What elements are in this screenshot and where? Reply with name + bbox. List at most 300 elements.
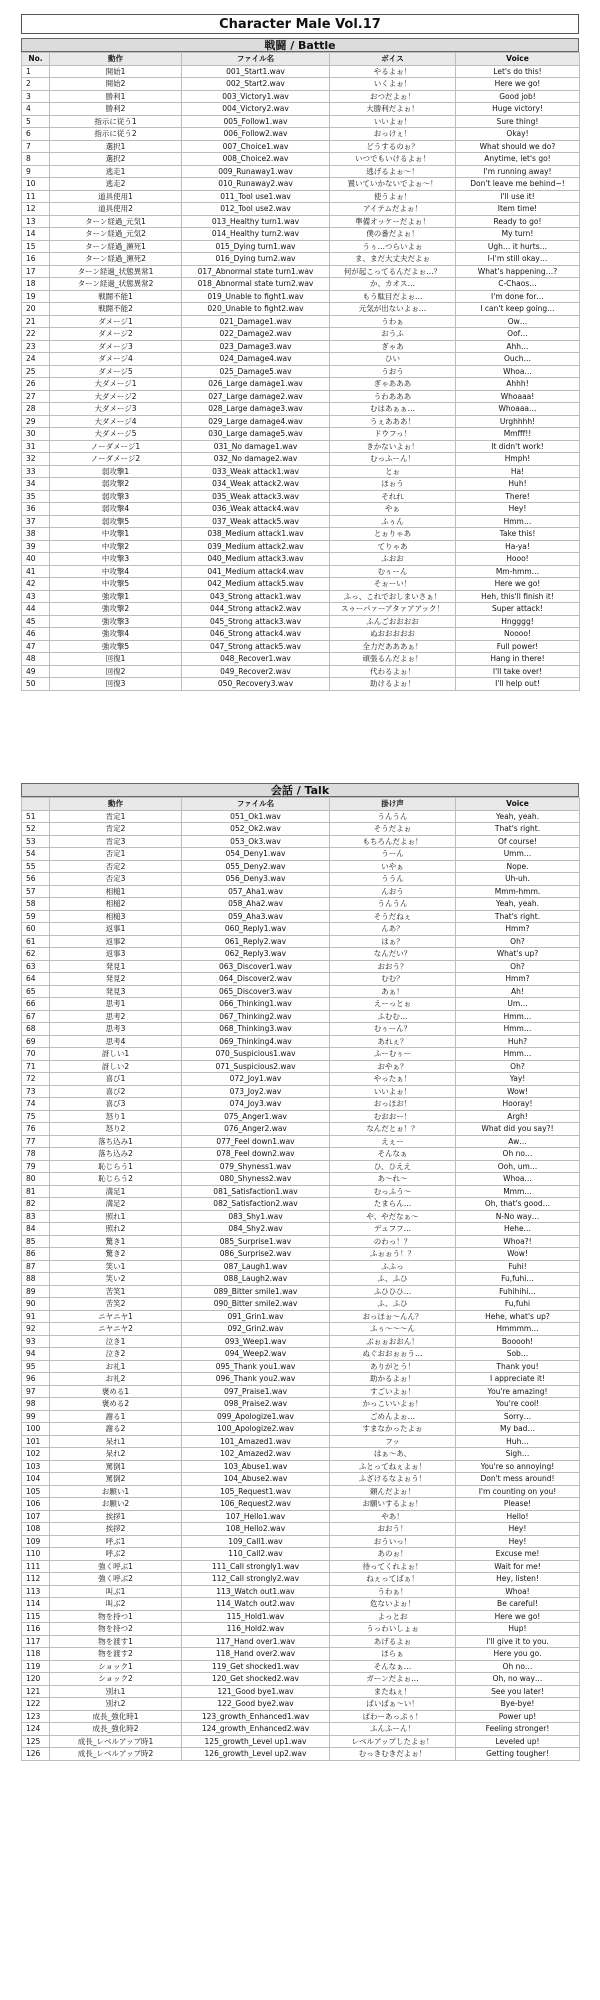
- cell-no: 84: [22, 1223, 50, 1236]
- table-row: [22, 810, 580, 823]
- cell-action: 喜び3: [50, 1098, 182, 1111]
- table-row: [22, 860, 580, 873]
- cell-no: 35: [22, 490, 50, 503]
- cell-action: 泣き2: [50, 1348, 182, 1361]
- cell-filename: 044_Strong attack2.wav: [182, 603, 330, 616]
- cell-action: 道具使用2: [50, 203, 182, 216]
- cell-filename: 013_Healthy turn1.wav: [182, 215, 330, 228]
- cell-voice-jp: なんだい？: [330, 948, 456, 961]
- cell-filename: 080_Shyness2.wav: [182, 1173, 330, 1186]
- table-row: [22, 190, 580, 203]
- cell-voice-en: Ugh… it hurts…: [456, 240, 580, 253]
- table-row: [22, 578, 580, 591]
- cell-action: 叫ぶ1: [50, 1585, 182, 1598]
- battle-section: [21, 38, 579, 691]
- cell-no: 92: [22, 1323, 50, 1336]
- cell-action: お願い2: [50, 1498, 182, 1511]
- cell-voice-en: Please!: [456, 1498, 580, 1511]
- cell-no: 96: [22, 1373, 50, 1386]
- cell-voice-jp: むっふう～: [330, 1185, 456, 1198]
- cell-filename: 029_Large damage4.wav: [182, 415, 330, 428]
- cell-voice-jp: 何が起こってるんだよぉ…？: [330, 265, 456, 278]
- cell-action: 呆れ1: [50, 1435, 182, 1448]
- column-header-filename: ファイル名: [182, 53, 330, 66]
- cell-voice-en: I'm done for…: [456, 290, 580, 303]
- cell-no: 55: [22, 860, 50, 873]
- table-row: [22, 1023, 580, 1036]
- cell-no: 1: [22, 65, 50, 78]
- cell-voice-jp: たまらん…: [330, 1198, 456, 1211]
- cell-action: 成長_レベルアップ時1: [50, 1735, 182, 1748]
- cell-no: 118: [22, 1648, 50, 1661]
- cell-voice-jp: おやぁ？: [330, 1060, 456, 1073]
- cell-voice-en: Hmmmm…: [456, 1323, 580, 1336]
- cell-no: 73: [22, 1085, 50, 1098]
- cell-action: 戦闘不能1: [50, 290, 182, 303]
- cell-no: 16: [22, 253, 50, 266]
- cell-voice-jp: うわあああ: [330, 390, 456, 403]
- table-row: [22, 178, 580, 191]
- cell-no: 90: [22, 1298, 50, 1311]
- cell-filename: 107_Hello1.wav: [182, 1510, 330, 1523]
- column-header-action: 動作: [50, 798, 182, 811]
- cell-voice-en: Hey!: [456, 503, 580, 516]
- table-row: [22, 935, 580, 948]
- cell-voice-jp: いくよぉ！: [330, 78, 456, 91]
- cell-no: 37: [22, 515, 50, 528]
- cell-voice-en: That's right.: [456, 823, 580, 836]
- table-row: [22, 1235, 580, 1248]
- cell-no: 41: [22, 565, 50, 578]
- cell-filename: 105_Request1.wav: [182, 1485, 330, 1498]
- cell-voice-en: Whoaaa!: [456, 390, 580, 403]
- cell-voice-en: Oh, that's good…: [456, 1198, 580, 1211]
- cell-filename: 020_Unable to fight2.wav: [182, 303, 330, 316]
- cell-action: 思考3: [50, 1023, 182, 1036]
- table-row: [22, 923, 580, 936]
- cell-action: 弱攻撃5: [50, 515, 182, 528]
- cell-no: 17: [22, 265, 50, 278]
- cell-action: 怒り1: [50, 1110, 182, 1123]
- cell-voice-jp: レベルアップしたよぉ！: [330, 1735, 456, 1748]
- cell-filename: 124_growth_Enhanced2.wav: [182, 1723, 330, 1736]
- table-row: [22, 453, 580, 466]
- cell-voice-jp: うわぁ: [330, 315, 456, 328]
- cell-voice-en: Mmm…: [456, 1185, 580, 1198]
- cell-voice-jp: いやぁ: [330, 860, 456, 873]
- cell-filename: 065_Discover3.wav: [182, 985, 330, 998]
- cell-no: 83: [22, 1210, 50, 1223]
- cell-filename: 125_growth_Level up1.wav: [182, 1735, 330, 1748]
- cell-action: 発見2: [50, 973, 182, 986]
- column-header-action: 動作: [50, 53, 182, 66]
- cell-action: 指示に従う1: [50, 115, 182, 128]
- cell-action: 相槌3: [50, 910, 182, 923]
- cell-action: 訝しい1: [50, 1048, 182, 1061]
- cell-action: 物を持つ1: [50, 1610, 182, 1623]
- cell-filename: 120_Get shocked2.wav: [182, 1673, 330, 1686]
- cell-voice-jp: またねぇ！: [330, 1685, 456, 1698]
- cell-voice-jp: 準備オッケーだよぉ！: [330, 215, 456, 228]
- cell-filename: 114_Watch out2.wav: [182, 1598, 330, 1611]
- table-row: [22, 128, 580, 141]
- table-row: [22, 328, 580, 341]
- cell-action: 戦闘不能2: [50, 303, 182, 316]
- table-row: [22, 1510, 580, 1523]
- cell-filename: 091_Grin1.wav: [182, 1310, 330, 1323]
- cell-filename: 098_Praise2.wav: [182, 1398, 330, 1411]
- cell-action: 大ダメージ5: [50, 428, 182, 441]
- table-row: [22, 1623, 580, 1636]
- cell-action: ターン経過_瀕死2: [50, 253, 182, 266]
- cell-filename: 106_Request2.wav: [182, 1498, 330, 1511]
- cell-action: 道具使用1: [50, 190, 182, 203]
- cell-action: 発見1: [50, 960, 182, 973]
- cell-no: 122: [22, 1698, 50, 1711]
- cell-filename: 035_Weak attack3.wav: [182, 490, 330, 503]
- cell-no: 98: [22, 1398, 50, 1411]
- cell-filename: 007_Choice1.wav: [182, 140, 330, 153]
- table-row: [22, 910, 580, 923]
- cell-action: 怒り2: [50, 1123, 182, 1136]
- table-row: [22, 1210, 580, 1223]
- table-row: [22, 290, 580, 303]
- cell-voice-en: Ready to go!: [456, 215, 580, 228]
- cell-action: お礼1: [50, 1360, 182, 1373]
- cell-no: 88: [22, 1273, 50, 1286]
- cell-no: 62: [22, 948, 50, 961]
- cell-voice-jp: 待ってくれよぉ！: [330, 1560, 456, 1573]
- cell-no: 36: [22, 503, 50, 516]
- cell-no: 110: [22, 1548, 50, 1561]
- table-row: [22, 1160, 580, 1173]
- cell-action: 別れ1: [50, 1685, 182, 1698]
- cell-voice-en: Whoa?!: [456, 1235, 580, 1248]
- table-row: [22, 253, 580, 266]
- cell-voice-en: Here we go!: [456, 578, 580, 591]
- cell-voice-en: Mmm-hmm.: [456, 885, 580, 898]
- table-row: [22, 1410, 580, 1423]
- talk-section-heading: 会話 / Talk: [21, 783, 579, 797]
- cell-voice-jp: 頼んだよぉ！: [330, 1485, 456, 1498]
- cell-no: 60: [22, 923, 50, 936]
- table-row: [22, 403, 580, 416]
- cell-action: 褒める1: [50, 1385, 182, 1398]
- cell-voice-en: N-No way…: [456, 1210, 580, 1223]
- cell-action: 弱攻撃1: [50, 465, 182, 478]
- cell-voice-en: That's right.: [456, 910, 580, 923]
- cell-voice-jp: 危ないよぉ！: [330, 1598, 456, 1611]
- cell-voice-jp: むっきむきだよぉ！: [330, 1748, 456, 1761]
- table-row: [22, 1335, 580, 1348]
- table-row: [22, 1010, 580, 1023]
- cell-voice-en: C-Chaos…: [456, 278, 580, 291]
- table-row: [22, 528, 580, 541]
- cell-filename: 022_Damage2.wav: [182, 328, 330, 341]
- cell-voice-en: Noooo!: [456, 628, 580, 641]
- cell-action: 逃走2: [50, 178, 182, 191]
- cell-voice-jp: えぇー: [330, 1135, 456, 1148]
- cell-action: 大ダメージ3: [50, 403, 182, 416]
- cell-voice-en: Excuse me!: [456, 1548, 580, 1561]
- cell-voice-jp: おっけぇ！: [330, 128, 456, 141]
- cell-voice-en: Ouch…: [456, 353, 580, 366]
- talk-table-body: [22, 810, 580, 1760]
- cell-action: 開始1: [50, 65, 182, 78]
- column-header-voice-jp: ボイス: [330, 53, 456, 66]
- cell-voice-en: Oh?: [456, 960, 580, 973]
- cell-voice-jp: いいよぉ！: [330, 1085, 456, 1098]
- cell-filename: 103_Abuse1.wav: [182, 1460, 330, 1473]
- talk-section: [21, 783, 579, 1761]
- table-row: [22, 653, 580, 666]
- table-row: [22, 278, 580, 291]
- cell-voice-jp: むはあぁぁ…: [330, 403, 456, 416]
- cell-action: お願い1: [50, 1485, 182, 1498]
- table-row: [22, 415, 580, 428]
- cell-filename: 010_Runaway2.wav: [182, 178, 330, 191]
- cell-no: 30: [22, 428, 50, 441]
- cell-no: 59: [22, 910, 50, 923]
- table-row: [22, 1323, 580, 1336]
- cell-filename: 033_Weak attack1.wav: [182, 465, 330, 478]
- cell-voice-en: Here you go.: [456, 1648, 580, 1661]
- talk-table: [21, 797, 580, 1761]
- cell-voice-en: Booooh!: [456, 1335, 580, 1348]
- table-row: [22, 540, 580, 553]
- cell-no: 108: [22, 1523, 50, 1536]
- cell-voice-en: Hmm…: [456, 1048, 580, 1061]
- cell-action: 罵倒1: [50, 1460, 182, 1473]
- cell-voice-en: Hehe…: [456, 1223, 580, 1236]
- cell-voice-jp: ほぉう: [330, 478, 456, 491]
- cell-voice-jp: 助けるよぉ！: [330, 678, 456, 691]
- cell-no: 78: [22, 1148, 50, 1161]
- cell-filename: 036_Weak attack4.wav: [182, 503, 330, 516]
- cell-no: 75: [22, 1110, 50, 1123]
- table-row: [22, 365, 580, 378]
- cell-voice-en: Be careful!: [456, 1598, 580, 1611]
- cell-filename: 087_Laugh1.wav: [182, 1260, 330, 1273]
- cell-voice-jp: ふぅん: [330, 515, 456, 528]
- cell-action: 肯定1: [50, 810, 182, 823]
- cell-filename: 050_Recovery3.wav: [182, 678, 330, 691]
- cell-no: 63: [22, 960, 50, 973]
- cell-filename: 032_No damage2.wav: [182, 453, 330, 466]
- table-row: [22, 1473, 580, 1486]
- cell-filename: 099_Apologize1.wav: [182, 1410, 330, 1423]
- cell-voice-jp: 頑張るんだよぉ！: [330, 653, 456, 666]
- cell-voice-en: Wait for me!: [456, 1560, 580, 1573]
- cell-voice-jp: てりゃあ: [330, 540, 456, 553]
- cell-action: 落ち込み2: [50, 1148, 182, 1161]
- table-row: [22, 948, 580, 961]
- table-row: [22, 678, 580, 691]
- cell-voice-jp: とぉ: [330, 465, 456, 478]
- cell-action: 開始2: [50, 78, 182, 91]
- cell-no: 18: [22, 278, 50, 291]
- cell-no: 113: [22, 1585, 50, 1598]
- cell-filename: 017_Abnormal state turn1.wav: [182, 265, 330, 278]
- cell-voice-jp: いつでもいけるよぉ！: [330, 153, 456, 166]
- cell-voice-en: You're cool!: [456, 1398, 580, 1411]
- table-row: [22, 1573, 580, 1586]
- cell-voice-jp: か、カオス…: [330, 278, 456, 291]
- cell-voice-jp: 大勝利だよぉ！: [330, 103, 456, 116]
- cell-voice-en: Super attack!: [456, 603, 580, 616]
- cell-filename: 104_Abuse2.wav: [182, 1473, 330, 1486]
- cell-action: 強攻撃1: [50, 590, 182, 603]
- cell-action: 訝しい2: [50, 1060, 182, 1073]
- cell-voice-en: Feeling stronger!: [456, 1723, 580, 1736]
- cell-no: 4: [22, 103, 50, 116]
- cell-filename: 075_Anger1.wav: [182, 1110, 330, 1123]
- cell-voice-en: Anytime, let's go!: [456, 153, 580, 166]
- table-row: [22, 1648, 580, 1661]
- table-row: [22, 1723, 580, 1736]
- cell-filename: 079_Shyness1.wav: [182, 1160, 330, 1173]
- table-row: [22, 1273, 580, 1286]
- cell-no: 93: [22, 1335, 50, 1348]
- table-row: [22, 65, 580, 78]
- cell-voice-jp: やるよぉ！: [330, 65, 456, 78]
- cell-voice-en: Hooray!: [456, 1098, 580, 1111]
- cell-no: 10: [22, 178, 50, 191]
- cell-filename: 028_Large damage3.wav: [182, 403, 330, 416]
- cell-voice-jp: おおう？: [330, 960, 456, 973]
- cell-action: 返事1: [50, 923, 182, 936]
- cell-voice-jp: ふざけるなよぉう！: [330, 1473, 456, 1486]
- cell-voice-jp: ドウフっ！: [330, 428, 456, 441]
- cell-action: 驚き2: [50, 1248, 182, 1261]
- cell-no: 50: [22, 678, 50, 691]
- cell-voice-jp: おおう！: [330, 1523, 456, 1536]
- cell-filename: 018_Abnormal state turn2.wav: [182, 278, 330, 291]
- cell-action: 弱攻撃3: [50, 490, 182, 503]
- cell-voice-en: Mmfff!!: [456, 428, 580, 441]
- cell-filename: 034_Weak attack2.wav: [182, 478, 330, 491]
- cell-no: 58: [22, 898, 50, 911]
- cell-no: 5: [22, 115, 50, 128]
- table-row: [22, 1485, 580, 1498]
- cell-no: 8: [22, 153, 50, 166]
- table-row: [22, 465, 580, 478]
- cell-voice-en: Good job!: [456, 90, 580, 103]
- cell-action: 物を渡す2: [50, 1648, 182, 1661]
- cell-voice-en: Uh-uh.: [456, 873, 580, 886]
- table-row: [22, 1523, 580, 1536]
- cell-action: 回復3: [50, 678, 182, 691]
- cell-action: 泣き1: [50, 1335, 182, 1348]
- cell-voice-en: Huh?: [456, 1035, 580, 1048]
- cell-filename: 110_Call2.wav: [182, 1548, 330, 1561]
- cell-voice-en: Whoaaa…: [456, 403, 580, 416]
- cell-voice-en: I appreciate it!: [456, 1373, 580, 1386]
- table-row: [22, 1198, 580, 1211]
- cell-voice-jp: もちろんだよぉ！: [330, 835, 456, 848]
- cell-voice-en: Hup!: [456, 1623, 580, 1636]
- cell-voice-en: Ahh…: [456, 340, 580, 353]
- cell-filename: 005_Follow1.wav: [182, 115, 330, 128]
- table-row: [22, 1548, 580, 1561]
- cell-voice-jp: ぎゃあああ: [330, 378, 456, 391]
- cell-filename: 074_Joy3.wav: [182, 1098, 330, 1111]
- cell-action: 驚き1: [50, 1235, 182, 1248]
- cell-action: ショック2: [50, 1673, 182, 1686]
- cell-filename: 071_Suspicious2.wav: [182, 1060, 330, 1073]
- cell-action: 大ダメージ2: [50, 390, 182, 403]
- table-row: [22, 1735, 580, 1748]
- table-row: [22, 340, 580, 353]
- cell-voice-en: Hehe, what's up?: [456, 1310, 580, 1323]
- cell-no: 33: [22, 465, 50, 478]
- cell-filename: 041_Medium attack4.wav: [182, 565, 330, 578]
- table-row: [22, 1598, 580, 1611]
- cell-action: 満足1: [50, 1185, 182, 1198]
- cell-filename: 076_Anger2.wav: [182, 1123, 330, 1136]
- cell-action: 選択2: [50, 153, 182, 166]
- cell-voice-en: Hmm…: [456, 1023, 580, 1036]
- table-row: [22, 378, 580, 391]
- cell-voice-en: Sigh…: [456, 1448, 580, 1461]
- table-row: [22, 998, 580, 1011]
- cell-no: 7: [22, 140, 50, 153]
- cell-action: 弱攻撃2: [50, 478, 182, 491]
- battle-section-heading: 戦闘 / Battle: [21, 38, 579, 52]
- cell-voice-jp: あ～れ～: [330, 1173, 456, 1186]
- cell-voice-en: Sob…: [456, 1348, 580, 1361]
- cell-voice-jp: むっふーん！: [330, 453, 456, 466]
- cell-voice-jp: ふーむぅー: [330, 1048, 456, 1061]
- cell-no: 20: [22, 303, 50, 316]
- table-row: [22, 140, 580, 153]
- table-row: [22, 590, 580, 603]
- cell-action: 否定1: [50, 848, 182, 861]
- cell-no: 109: [22, 1535, 50, 1548]
- cell-no: 87: [22, 1260, 50, 1273]
- cell-no: 77: [22, 1135, 50, 1148]
- cell-voice-jp: 元気が出ないよぉ…: [330, 303, 456, 316]
- cell-filename: 026_Large damage1.wav: [182, 378, 330, 391]
- cell-voice-en: Let's do this!: [456, 65, 580, 78]
- cell-voice-en: Hey!: [456, 1523, 580, 1536]
- table-row: [22, 1223, 580, 1236]
- cell-voice-en: Ha-ya!: [456, 540, 580, 553]
- cell-voice-en: I-I'm still okay…: [456, 253, 580, 266]
- cell-no: 52: [22, 823, 50, 836]
- cell-action: 肯定2: [50, 823, 182, 836]
- cell-voice-en: Argh!: [456, 1110, 580, 1123]
- cell-action: 恥じらう1: [50, 1160, 182, 1173]
- cell-action: 回復2: [50, 665, 182, 678]
- cell-voice-en: Okay!: [456, 128, 580, 141]
- cell-voice-en: Fuhi!: [456, 1260, 580, 1273]
- cell-voice-en: Hmm…: [456, 1010, 580, 1023]
- cell-voice-en: Oh no…: [456, 1660, 580, 1673]
- cell-no: 74: [22, 1098, 50, 1111]
- cell-filename: 040_Medium attack3.wav: [182, 553, 330, 566]
- cell-no: 44: [22, 603, 50, 616]
- cell-voice-en: Huge victory!: [456, 103, 580, 116]
- cell-action: 呼ぶ1: [50, 1535, 182, 1548]
- cell-voice-en: It didn't work!: [456, 440, 580, 453]
- cell-action: ターン経過_元気1: [50, 215, 182, 228]
- cell-action: 謝る1: [50, 1410, 182, 1423]
- cell-filename: 003_Victory1.wav: [182, 90, 330, 103]
- cell-voice-en: Umm…: [456, 848, 580, 861]
- cell-voice-en: Hmm?: [456, 973, 580, 986]
- cell-no: 71: [22, 1060, 50, 1073]
